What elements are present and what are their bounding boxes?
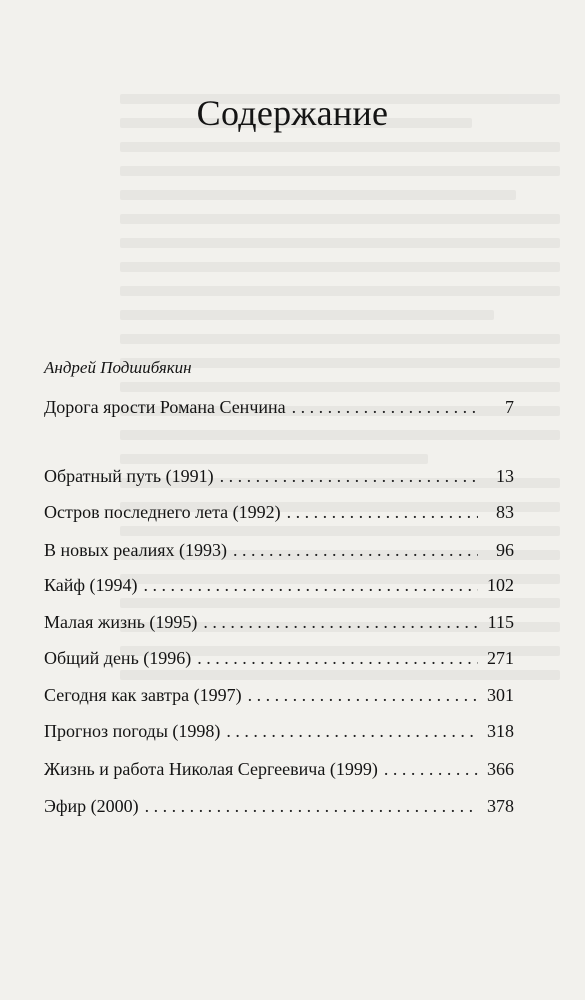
toc-entry — [44, 610, 514, 634]
toc-entry-title: Жизнь и работа Николая Сергеевича (1999) — [44, 759, 378, 779]
toc-entry-title: Сегодня как завтра (1997) — [44, 685, 242, 705]
toc-entry-page: 115 — [487, 612, 514, 632]
dot-leader — [145, 794, 478, 818]
toc-entry-page: 366 — [487, 759, 514, 779]
toc-entry — [44, 794, 514, 818]
toc-entry-page: 83 — [496, 502, 514, 522]
toc-entry — [44, 395, 514, 419]
toc-entry-title: Обратный путь (1991) — [44, 466, 214, 486]
dot-leader — [197, 646, 478, 670]
toc-entry — [44, 573, 514, 597]
toc-entry-page: 271 — [487, 648, 514, 668]
section-author: Андрей Подшибякин — [44, 358, 192, 377]
toc-entry-page: 7 — [505, 397, 514, 417]
toc-entry — [44, 538, 514, 562]
dot-leader — [292, 395, 478, 419]
page-title: Содержание — [196, 93, 389, 133]
toc-entry — [44, 500, 514, 524]
dot-leader — [220, 464, 478, 488]
dot-leader — [203, 610, 478, 634]
toc-entry-title: Дорога ярости Романа Сенчина — [44, 397, 286, 417]
toc-entry — [44, 646, 514, 670]
toc-entry — [44, 757, 514, 781]
toc-entry-page: 102 — [487, 575, 514, 595]
toc-entry-title: Кайф (1994) — [44, 575, 138, 595]
toc-entry-title: Прогноз погоды (1998) — [44, 721, 221, 741]
toc-entry-title: Остров последнего лета (1992) — [44, 502, 281, 522]
toc-entry-title: Малая жизнь (1995) — [44, 612, 198, 632]
toc-entry-page: 378 — [487, 796, 514, 816]
toc-entry-page: 318 — [487, 721, 514, 741]
dot-leader — [233, 538, 478, 562]
dot-leader — [384, 757, 478, 781]
toc-entry-page: 301 — [487, 685, 514, 705]
toc-entry-title: В новых реалиях (1993) — [44, 540, 227, 560]
toc-entry-title: Общий день (1996) — [44, 648, 192, 668]
dot-leader — [144, 573, 478, 597]
toc-entry — [44, 683, 514, 707]
dot-leader — [287, 500, 478, 524]
toc-entry-page: 96 — [496, 540, 514, 560]
toc-entry-title: Эфир (2000) — [44, 796, 139, 816]
toc-entry — [44, 464, 514, 488]
dot-leader — [226, 719, 478, 743]
dot-leader — [248, 683, 478, 707]
toc-entry-page: 13 — [496, 466, 514, 486]
toc-entry — [44, 719, 514, 743]
